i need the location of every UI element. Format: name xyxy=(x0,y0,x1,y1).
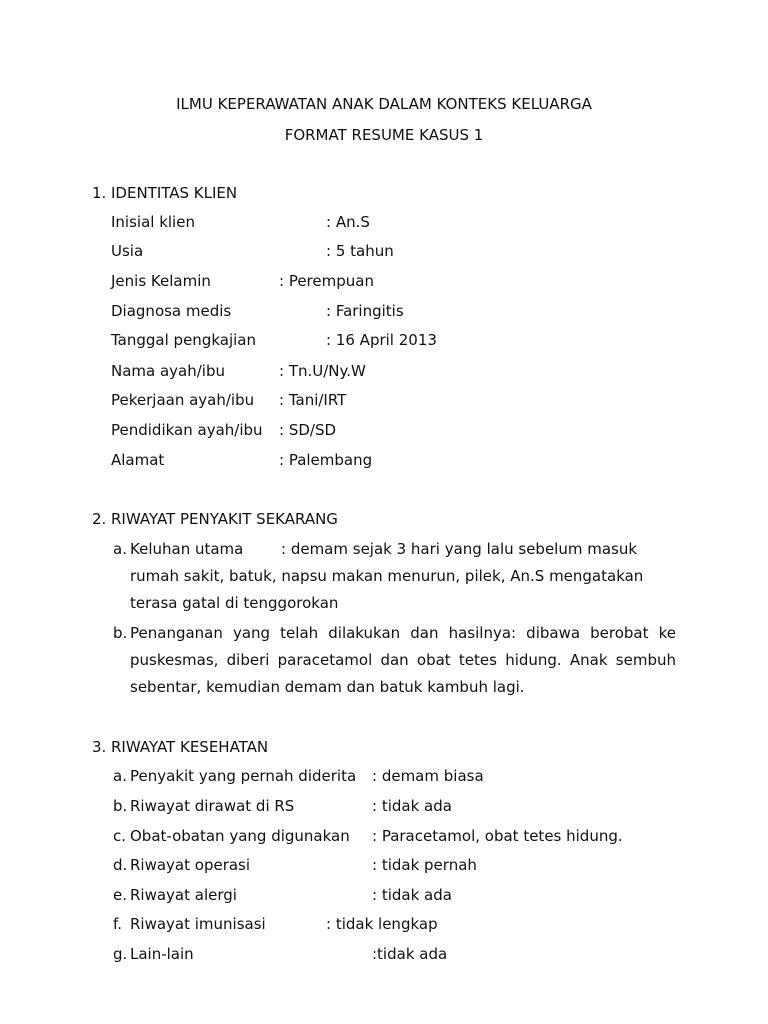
field-label: Usia xyxy=(111,242,144,260)
item-value: : demam biasa xyxy=(372,767,484,785)
field-value: : Tn.U/Ny.W xyxy=(279,362,366,380)
field-label: Tanggal pengkajian xyxy=(111,331,256,349)
section-heading: IDENTITAS KLIEN xyxy=(111,184,238,202)
document-title: ILMU KEPERAWATAN ANAK DALAM KONTEKS KELUARGA xyxy=(176,95,592,113)
item-label: Riwayat operasi xyxy=(130,856,251,874)
item-label: Keluhan utama xyxy=(130,540,244,558)
item-value: : tidak lengkap xyxy=(326,915,438,933)
item-value: : tidak ada xyxy=(372,797,452,815)
field-value: : Perempuan xyxy=(279,272,374,290)
field-value: : SD/SD xyxy=(279,421,337,439)
item-letter: b. xyxy=(113,624,128,642)
item-letter: c. xyxy=(113,827,127,845)
section-number: 1. xyxy=(92,184,107,202)
section-heading: RIWAYAT KESEHATAN xyxy=(111,738,269,756)
field-label: Inisial klien xyxy=(111,213,195,231)
item-letter: e. xyxy=(113,886,127,904)
field-label: Nama ayah/ibu xyxy=(111,362,226,380)
item-continuation: rumah sakit, batuk, napsu makan menurun, pilek, An.S mengatakan xyxy=(130,567,644,585)
item-label: Riwayat dirawat di RS xyxy=(130,797,295,815)
field-value: : Tani/IRT xyxy=(279,391,347,409)
item-paragraph-line: Penanganan yang telah dilakukan dan hasilnya: dibawa berobat ke xyxy=(130,624,676,642)
field-label: Pekerjaan ayah/ibu xyxy=(111,391,255,409)
item-letter: a. xyxy=(113,767,127,785)
field-value: : An.S xyxy=(326,213,370,231)
section-number: 3. xyxy=(92,738,107,756)
item-letter: d. xyxy=(113,856,128,874)
item-value: :tidak ada xyxy=(372,945,448,963)
field-value: : Palembang xyxy=(279,451,373,469)
item-continuation: terasa gatal di tenggorokan xyxy=(130,594,339,612)
document-subtitle: FORMAT RESUME KASUS 1 xyxy=(284,126,484,144)
item-value: : tidak ada xyxy=(372,886,452,904)
field-label: Pendidikan ayah/ibu xyxy=(111,421,263,439)
item-letter: f. xyxy=(113,915,122,933)
item-letter: b. xyxy=(113,797,128,815)
item-paragraph-line: sebentar, kemudian demam dan batuk kambuh lagi. xyxy=(130,678,525,696)
item-paragraph-line: puskesmas, diberi paracetamol dan obat tetes hidung. Anak sembuh xyxy=(130,651,676,669)
item-label: Penyakit yang pernah diderita xyxy=(130,767,357,785)
field-value: : 16 April 2013 xyxy=(326,331,437,349)
section-heading: RIWAYAT PENYAKIT SEKARANG xyxy=(111,510,338,528)
item-label: Lain-lain xyxy=(130,945,194,963)
field-label: Jenis Kelamin xyxy=(111,272,211,290)
section-number: 2. xyxy=(92,510,107,528)
field-label: Diagnosa medis xyxy=(111,302,232,320)
field-label: Alamat xyxy=(111,451,165,469)
item-label: Riwayat imunisasi xyxy=(130,915,266,933)
item-letter: g. xyxy=(113,945,128,963)
item-label: Riwayat alergi xyxy=(130,886,237,904)
field-value: : Faringitis xyxy=(326,302,404,320)
item-letter: a. xyxy=(113,540,127,558)
item-value: : demam sejak 3 hari yang lalu sebelum masuk xyxy=(281,540,638,558)
item-value: : tidak pernah xyxy=(372,856,477,874)
item-label: Obat-obatan yang digunakan xyxy=(130,827,350,845)
field-value: : 5 tahun xyxy=(326,242,394,260)
item-value: : Paracetamol, obat tetes hidung. xyxy=(372,827,623,845)
